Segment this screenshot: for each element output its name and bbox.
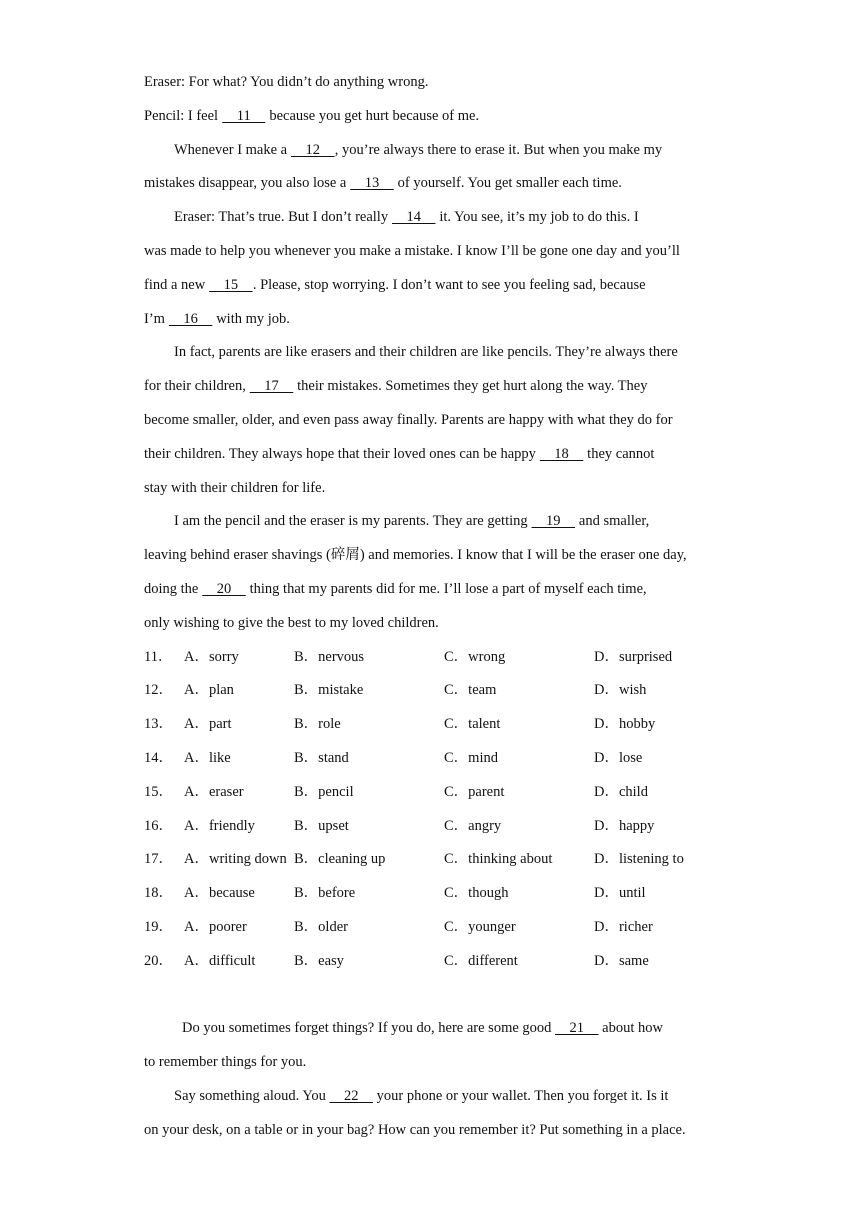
passage-line: doing the 20 thing that my parents did for me. I’ll lose a part of myself each time,	[144, 573, 724, 607]
question-number: 12．	[144, 682, 173, 699]
option-c[interactable]: C．mind	[444, 749, 498, 766]
option-c[interactable]: C．talent	[444, 716, 501, 733]
option-c[interactable]: C．angry	[444, 817, 502, 834]
option-d[interactable]: D．same	[594, 952, 649, 969]
question-number: 16．	[144, 817, 173, 834]
passage-line: I’m 16 with my job.	[144, 303, 724, 337]
option-c[interactable]: C．parent	[444, 783, 505, 800]
passage-line: Do you sometimes forget things? If you do, here are some good 21 about how	[144, 1012, 724, 1046]
option-d[interactable]: D．wish	[594, 682, 647, 699]
option-d[interactable]: D．surprised	[594, 648, 673, 665]
blank-22: 22	[329, 1087, 373, 1104]
passage-line: for their children, 17 their mistakes. Sometimes they get hurt along the way. They	[144, 370, 724, 404]
blank-20: 20	[202, 580, 246, 597]
option-a[interactable]: A．because	[184, 885, 255, 902]
option-a[interactable]: A．friendly	[184, 817, 255, 834]
passage-line: I am the pencil and the eraser is my parents. They are getting 19 and smaller,	[144, 505, 724, 539]
question-options-list	[144, 641, 724, 979]
option-a[interactable]: A．poorer	[184, 918, 247, 935]
option-b[interactable]: B．role	[294, 716, 341, 733]
option-b[interactable]: B．mistake	[294, 682, 364, 699]
option-d[interactable]: D．lose	[594, 749, 643, 766]
option-b[interactable]: B．upset	[294, 817, 349, 834]
question-row	[144, 877, 724, 911]
passage-line: their children. They always hope that their loved ones can be happy 18 they cannot	[144, 438, 724, 472]
question-row	[144, 674, 724, 708]
passage-line: on your desk, on a table or in your bag? How can you remember it? Put something in a place.	[144, 1121, 686, 1138]
question-row	[144, 776, 724, 810]
blank-16: 16	[168, 310, 213, 327]
question-number: 11．	[144, 648, 173, 665]
option-c[interactable]: C．thinking about	[444, 851, 553, 868]
option-b[interactable]: B．older	[294, 918, 348, 935]
option-a[interactable]: A．difficult	[184, 952, 256, 969]
option-a[interactable]: A．sorry	[184, 648, 239, 665]
question-row	[144, 843, 724, 877]
option-c[interactable]: C．younger	[444, 918, 516, 935]
blank-14: 14	[391, 209, 436, 226]
question-row	[144, 810, 724, 844]
question-number: 19．	[144, 918, 173, 935]
question-number: 13．	[144, 716, 173, 733]
question-number: 17．	[144, 851, 173, 868]
question-row	[144, 911, 724, 945]
passage-line: mistakes disappear, you also lose a 13 of yourself. You get smaller each time.	[144, 167, 724, 201]
blank-15: 15	[209, 276, 253, 293]
option-b[interactable]: B．stand	[294, 749, 349, 766]
passage-line: leaving behind eraser shavings (碎屑) and memories. I know that I will be the eraser one day,	[144, 547, 687, 564]
passage-line: Pencil: I feel 11 because you get hurt because of me.	[144, 100, 724, 134]
passage-line: become smaller, older, and even pass away finally. Parents are happy with what they do for	[144, 411, 673, 428]
blank-12: 12	[291, 141, 335, 158]
passage-line: In fact, parents are like erasers and their children are like pencils. They’re always there	[174, 344, 678, 361]
option-d[interactable]: D．richer	[594, 918, 653, 935]
option-d[interactable]: D．happy	[594, 817, 655, 834]
option-c[interactable]: C．team	[444, 682, 497, 699]
option-a[interactable]: A．plan	[184, 682, 234, 699]
passage-line: Eraser: That’s true. But I don’t really 14 it. You see, it’s my job to do this. I	[144, 201, 724, 235]
blank-18: 18	[539, 445, 584, 462]
option-a[interactable]: A．like	[184, 749, 231, 766]
option-b[interactable]: B．easy	[294, 952, 344, 969]
passage-line: find a new 15 . Please, stop worrying. I don’t want to see you feeling sad, because	[144, 269, 724, 303]
question-row	[144, 742, 724, 776]
question-number: 15．	[144, 783, 173, 800]
question-row	[144, 945, 724, 979]
option-d[interactable]: D．until	[594, 885, 646, 902]
question-number: 18．	[144, 885, 173, 902]
blank-11: 11	[222, 107, 266, 124]
option-b[interactable]: B．cleaning up	[294, 851, 386, 868]
option-c[interactable]: C．wrong	[444, 648, 506, 665]
option-d[interactable]: D．hobby	[594, 716, 656, 733]
option-b[interactable]: B．before	[294, 885, 356, 902]
question-row	[144, 641, 724, 675]
option-d[interactable]: D．child	[594, 783, 648, 800]
passage-line: Eraser: For what? You didn’t do anything wrong.	[144, 74, 429, 90]
option-b[interactable]: B．nervous	[294, 648, 365, 665]
document-page	[144, 66, 724, 1148]
question-number: 14．	[144, 749, 173, 766]
question-number: 20．	[144, 952, 173, 969]
question-row	[144, 708, 724, 742]
option-b[interactable]: B．pencil	[294, 783, 354, 800]
option-c[interactable]: C．different	[444, 952, 518, 969]
option-d[interactable]: D．listening to	[594, 851, 684, 868]
blank-13: 13	[350, 175, 394, 192]
blank-19: 19	[531, 513, 576, 530]
passage-line: stay with their children for life.	[144, 479, 326, 496]
section-spacer	[144, 979, 724, 1013]
option-a[interactable]: A．part	[184, 716, 232, 733]
blank-21: 21	[555, 1020, 599, 1037]
passage-line: to remember things for you.	[144, 1054, 307, 1071]
passage-line: Whenever I make a 12 , you’re always there to erase it. But when you make my	[144, 134, 724, 168]
passage-line: only wishing to give the best to my loved children.	[144, 614, 439, 631]
blank-17: 17	[249, 378, 294, 395]
passage-line: Say something aloud. You 22 your phone or your wallet. Then you forget it. Is it	[144, 1080, 724, 1114]
passage-line: was made to help you whenever you make a mistake. I know I’ll be gone one day and you’ll	[144, 242, 680, 259]
option-a[interactable]: A．eraser	[184, 783, 244, 800]
option-c[interactable]: C．though	[444, 885, 509, 902]
option-a[interactable]: A．writing down	[184, 851, 287, 868]
